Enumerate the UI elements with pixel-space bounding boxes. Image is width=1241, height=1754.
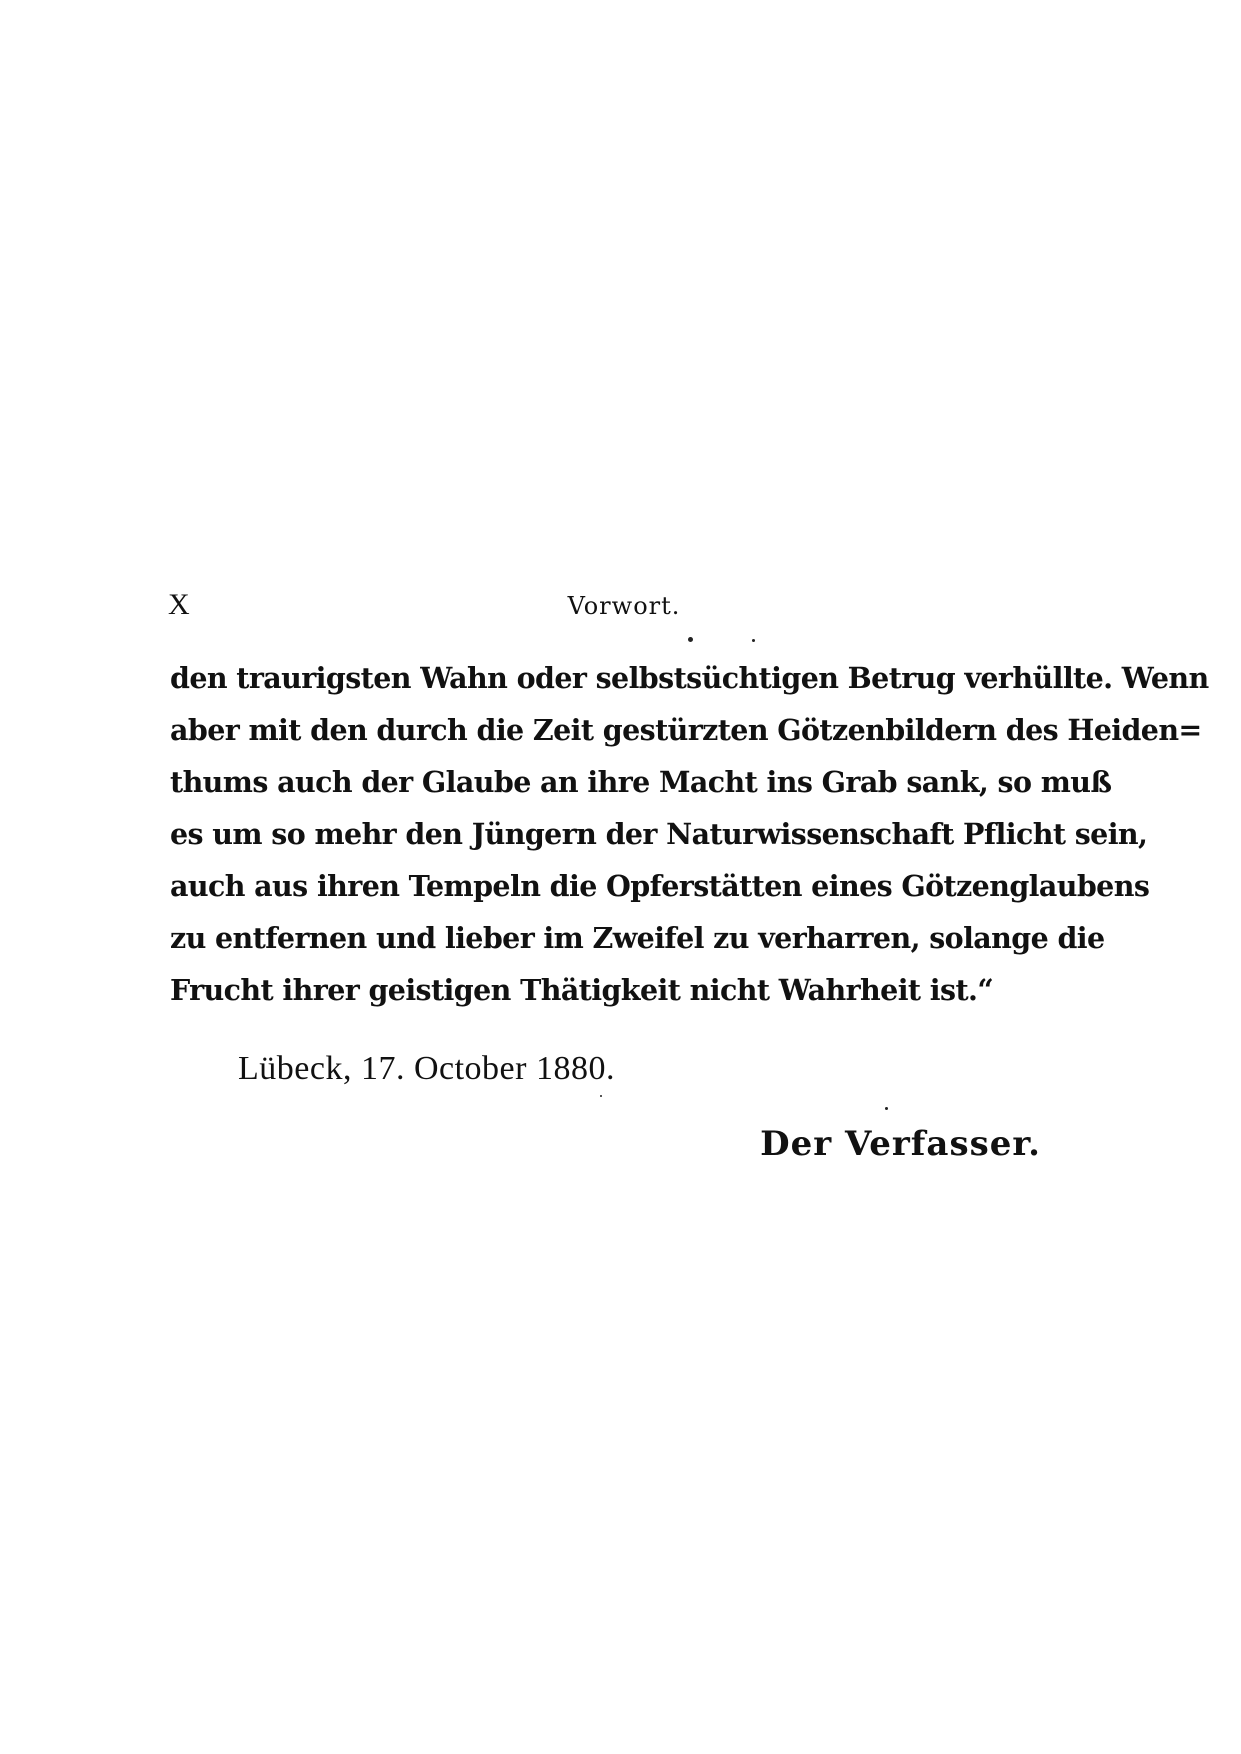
- print-speck: [688, 637, 693, 642]
- text-line: den traurigsten Wahn oder selbstsüchtigen Betrug verhüllte. Wenn: [170, 661, 1209, 695]
- body-paragraph: [170, 652, 1209, 1016]
- print-speck: [600, 1095, 602, 1097]
- text-line: auch aus ihren Tempeln die Opferstätten eines Götzenglaubens: [170, 869, 1150, 903]
- running-head: [168, 588, 1080, 628]
- page-number: X: [168, 588, 191, 621]
- running-title: Vorwort.: [567, 592, 681, 620]
- print-speck: [885, 1107, 888, 1110]
- dateline: Lübeck, 17. October 1880.: [238, 1050, 615, 1087]
- print-speck: [752, 639, 755, 642]
- text-line: es um so mehr den Jüngern der Naturwissenschaft Pflicht sein,: [170, 817, 1148, 851]
- text-line: Frucht ihrer geistigen Thätigkeit nicht Wahrheit ist.“: [170, 973, 994, 1007]
- text-line: aber mit den durch die Zeit gestürzten Götzenbildern des Heiden=: [170, 713, 1202, 747]
- text-line: zu entfernen und lieber im Zweifel zu verharren, solange die: [170, 921, 1105, 955]
- author-signature: Der Verfasser.: [760, 1124, 1041, 1164]
- text-line: thums auch der Glaube an ihre Macht ins Grab sank, so muß: [170, 765, 1112, 799]
